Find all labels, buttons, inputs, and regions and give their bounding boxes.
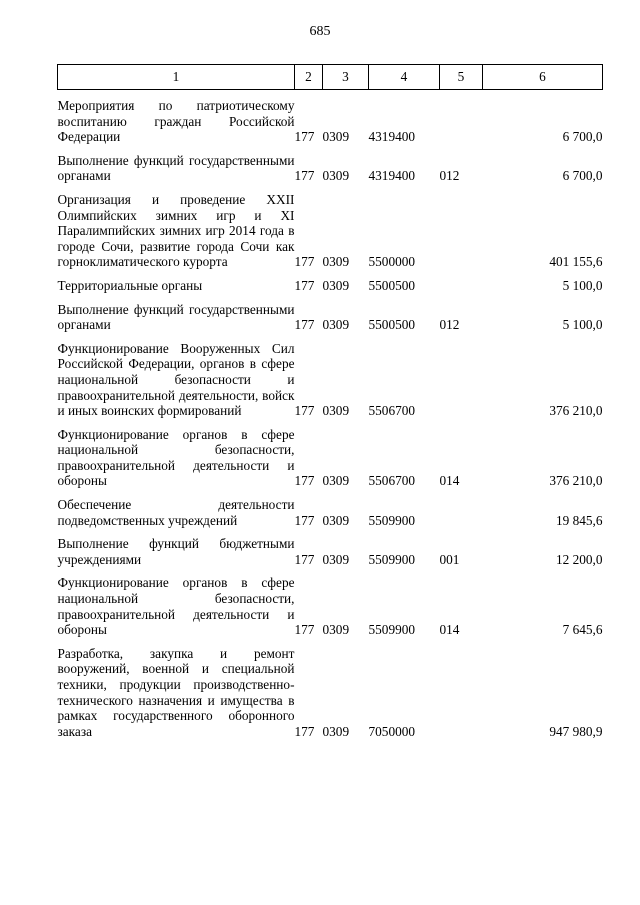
row-section-code: 0309	[322, 473, 350, 489]
row-spacer-cell	[58, 528, 603, 536]
row-ministry-code: 177	[294, 277, 315, 293]
row-ministry-code: 177	[294, 403, 315, 419]
row-section-code: 0309	[322, 277, 350, 293]
row-amount: 401 155,6	[549, 254, 603, 270]
row-amount: 5 100,0	[562, 317, 603, 333]
row-spacer-cell	[58, 145, 603, 153]
row-expense-type	[440, 646, 483, 740]
row-description: Функционирование Вооруженных Сил Российской Федерации, органов в сфере национальной безопасности и правоохранительной деятельности, войск и иных воинских формирований	[57, 340, 295, 419]
table-row	[58, 427, 603, 489]
row-spacer-cell	[58, 567, 603, 575]
header-col-5: 5	[440, 65, 483, 90]
row-section-code: 0309	[322, 551, 350, 567]
row-section-code: 0309	[322, 168, 350, 184]
table-row	[58, 278, 603, 294]
row-ministry-code: 177	[294, 473, 315, 489]
row-expense-type	[440, 192, 483, 270]
row-expense-type	[440, 341, 483, 419]
row-expense-type	[440, 278, 483, 294]
row-target-article: 7050000	[368, 723, 416, 739]
row-description: Выполнение функций государственными органами	[57, 152, 295, 184]
row-spacer	[58, 638, 603, 646]
header-col-3: 3	[323, 65, 369, 90]
table-row	[58, 536, 603, 567]
row-spacer	[58, 528, 603, 536]
table-row	[58, 497, 603, 528]
row-amount: 376 210,0	[549, 403, 603, 419]
row-target-article: 5509900	[368, 512, 416, 528]
header-col-6: 6	[483, 65, 603, 90]
row-spacer-cell	[58, 270, 603, 278]
table-row	[58, 192, 603, 270]
row-target-article: 5506700	[368, 403, 416, 419]
row-expense-type: 012	[439, 168, 460, 184]
row-spacer	[58, 489, 603, 497]
row-target-article: 4319400	[368, 168, 416, 184]
row-section-code: 0309	[322, 317, 350, 333]
row-target-article: 5509900	[368, 622, 416, 638]
table-header-row	[58, 65, 603, 90]
row-ministry-code: 177	[294, 254, 315, 270]
row-target-article: 5500500	[368, 317, 416, 333]
row-expense-type	[440, 497, 483, 528]
row-target-article: 5509900	[368, 551, 416, 567]
row-section-code: 0309	[322, 723, 350, 739]
row-section-code: 0309	[322, 254, 350, 270]
header-col-2: 2	[295, 65, 323, 90]
row-ministry-code: 177	[294, 723, 315, 739]
row-spacer	[58, 294, 603, 302]
row-ministry-code: 177	[294, 622, 315, 638]
row-description: Организация и проведение XXII Олимпийских зимних игр и XI Паралимпийских зимних игр 2014 года в городе Сочи, развитие города Сочи как горноклиматического курорта	[57, 191, 295, 270]
row-ministry-code: 177	[294, 317, 315, 333]
row-description: Обеспечение деятельности подведомственных учреждений	[57, 497, 295, 528]
row-spacer-cell	[58, 184, 603, 192]
row-spacer	[58, 333, 603, 341]
row-section-code: 0309	[322, 512, 350, 528]
row-section-code: 0309	[322, 403, 350, 419]
page-number: 685	[309, 24, 331, 39]
table-body	[58, 90, 603, 740]
row-spacer	[58, 419, 603, 427]
row-target-article: 5500000	[368, 254, 416, 270]
row-description: Выполнение функций бюджетными учреждениями	[57, 536, 295, 567]
row-amount: 5 100,0	[562, 277, 603, 293]
row-spacer	[58, 90, 603, 99]
budget-table	[57, 64, 603, 739]
row-spacer	[58, 145, 603, 153]
row-amount: 947 980,9	[549, 723, 603, 739]
row-spacer-cell	[58, 419, 603, 427]
row-section-code: 0309	[322, 129, 350, 145]
row-spacer-cell	[58, 489, 603, 497]
row-target-article: 5506700	[368, 473, 416, 489]
row-amount: 6 700,0	[562, 129, 603, 145]
row-spacer-cell	[58, 333, 603, 341]
row-ministry-code: 177	[294, 168, 315, 184]
row-description: Территориальные органы	[57, 277, 203, 293]
row-expense-type: 012	[439, 317, 460, 333]
row-ministry-code: 177	[294, 129, 315, 145]
row-target-article: 4319400	[368, 129, 416, 145]
row-section-code: 0309	[322, 622, 350, 638]
table-row	[58, 153, 603, 184]
table-row	[58, 646, 603, 740]
row-description: Функционирование органов в сфере национальной безопасности, правоохранительной деятельности и обороны	[57, 426, 295, 489]
row-amount: 12 200,0	[555, 551, 603, 567]
row-spacer	[58, 184, 603, 192]
row-spacer	[58, 567, 603, 575]
row-expense-type: 014	[439, 622, 460, 638]
row-target-article: 5500500	[368, 277, 416, 293]
row-description: Разработка, закупка и ремонт вооружений, военной и специальной техники, продукции производственно-технического назначения и имущества в рамках государственного оборонного заказа	[57, 645, 295, 739]
row-spacer-cell	[58, 294, 603, 302]
row-spacer	[58, 270, 603, 278]
row-ministry-code: 177	[294, 551, 315, 567]
row-spacer-cell	[58, 90, 603, 99]
row-expense-type: 001	[439, 551, 460, 567]
row-spacer-cell	[58, 638, 603, 646]
row-ministry-code: 177	[294, 512, 315, 528]
row-description: Мероприятия по патриотическому воспитанию граждан Российской Федерации	[57, 98, 295, 145]
header-col-4: 4	[369, 65, 440, 90]
table-row	[58, 302, 603, 333]
row-expense-type: 014	[439, 473, 460, 489]
table-row	[58, 98, 603, 145]
table-row	[58, 341, 603, 419]
table-row	[58, 575, 603, 637]
row-amount: 19 845,6	[555, 512, 603, 528]
row-description: Функционирование органов в сфере национальной безопасности, правоохранительной деятельности и обороны	[57, 575, 295, 638]
header-col-1: 1	[58, 65, 295, 90]
row-amount: 6 700,0	[562, 168, 603, 184]
row-amount: 376 210,0	[549, 473, 603, 489]
row-amount: 7 645,6	[562, 622, 603, 638]
row-expense-type	[440, 98, 483, 145]
row-description: Выполнение функций государственными органами	[57, 301, 295, 333]
